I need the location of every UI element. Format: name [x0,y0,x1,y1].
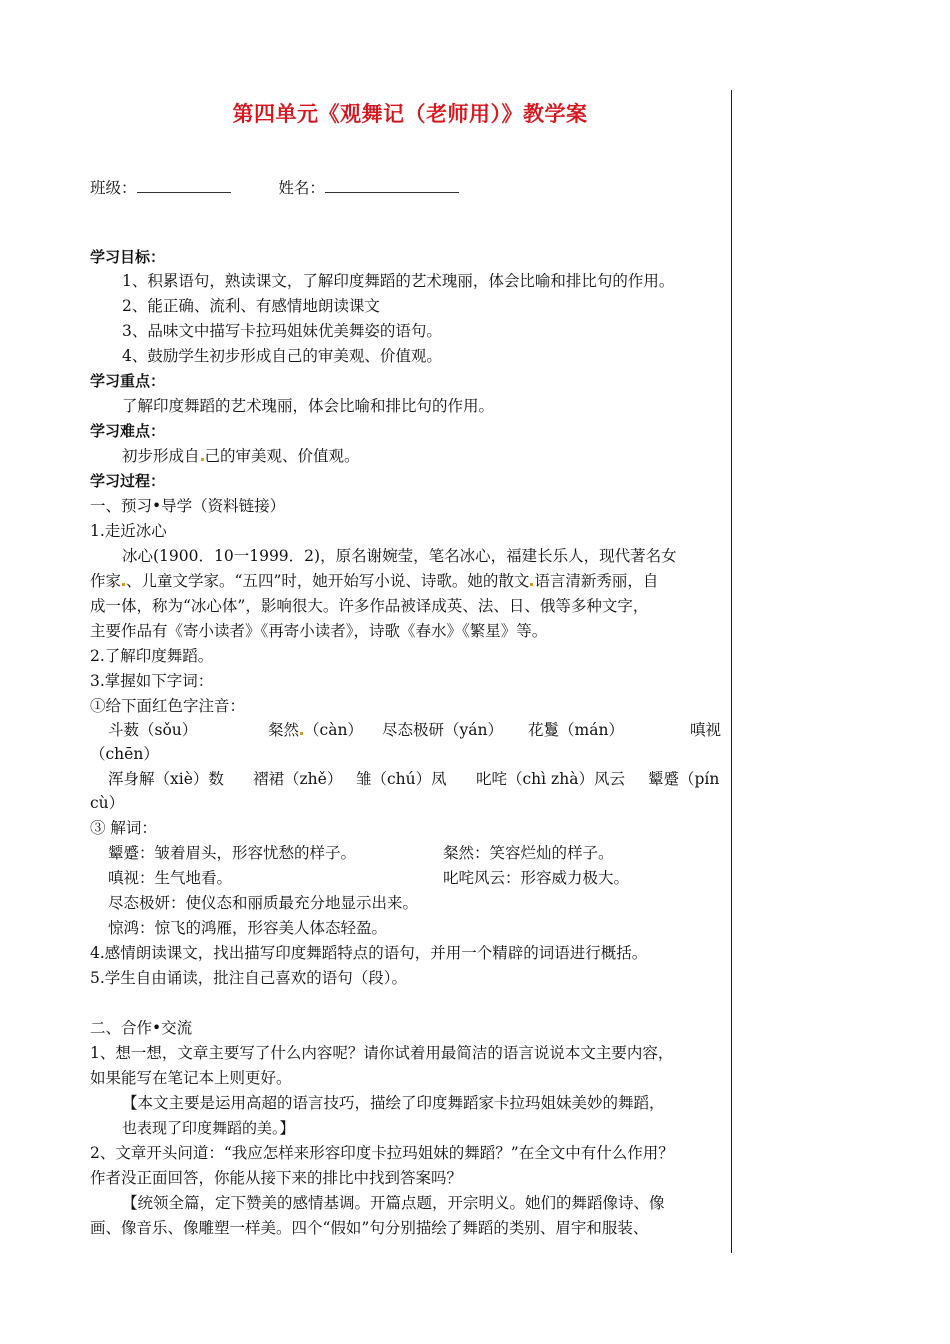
class-blank [137,176,231,193]
bio-line: 冰心(1900．10一1999．2)，原名谢婉莹，笔名冰心，福建长乐人，现代著名女 [122,547,677,565]
pinyin-word: 褶裙（zhě） [253,770,343,788]
definition: 叱咤风云：形容威力极大。 [443,869,630,887]
answer: 画、像音乐、像雕塑一样美。四个“假如”句分别描绘了舞蹈的类别、眉宇和服装、 [90,1219,649,1237]
name-label: 姓名： [278,179,325,197]
mark-dot [201,458,204,461]
pinyin-word: cù） [90,794,125,812]
mark-dot [530,583,533,586]
process-heading: 学习过程： [90,472,166,490]
pinyin-heading: ①给下面红色字注音： [90,697,246,715]
pinyin-word: 雏（chú）凤 [356,770,447,788]
goal-item: 1、积累语句，熟读课文，了解印度舞蹈的艺术瑰丽，体会比喻和排比句的作用。 [122,272,675,290]
answer: 也表现了印度舞蹈的美。】 [122,1119,295,1137]
difficulty-text: 初步形成自 己的审美观、价值观。 [122,447,360,465]
question: 如果能写在笔记本上则更好。 [90,1069,292,1087]
question: 1、想一想，文章主要写了什么内容呢？请你试着用最简洁的语言说说本文主要内容， [90,1044,674,1062]
mark-dot [122,583,125,586]
section-2-heading: 二、合作•交流 [90,1019,193,1037]
pinyin-word: （chēn） [90,745,159,763]
pinyin-word: 粲然 （càn） [268,721,363,739]
bio-line: 成一体，称为“冰心体”，影响很大。许多作品被译成英、法、日、俄等多种文字， [90,597,649,615]
pinyin-word: 叱咤（chì zhà）风云 [476,770,625,788]
definition: 嗔视：生气地看。 [108,869,233,887]
class-label: 班级： [90,179,137,197]
pinyin-word: 嗔视 [690,721,722,739]
keypoints-heading: 学习重点： [90,372,166,390]
section-1-heading: 一、预习•导学（资料链接） [90,497,286,515]
answer: 【本文主要是运用高超的语言技巧，描绘了印度舞蹈家卡拉玛姐妹美妙的舞蹈， [122,1094,665,1112]
difficulty-heading: 学习难点： [90,422,166,440]
subsection: 4.感情朗读课文，找出描写印度舞蹈特点的语句，并用一个精辟的词语进行概括。 [90,944,648,962]
question: 2、文章开头问道：“我应怎样来形容印度卡拉玛姐妹的舞蹈？”在全文中有什么作用？ [90,1144,674,1162]
pinyin-word: 浑身解（xiè）数 [108,770,224,788]
definition: 尽态极妍：使仪态和丽质最充分地显示出来。 [108,894,419,912]
pinyin-word: 斗薮（sǒu） [108,721,198,739]
goals-heading: 学习目标： [90,248,166,266]
pinyin-word: 颦蹙（pín [648,770,720,788]
subsection: 1.走近冰心 [90,522,167,540]
subsection: 2.了解印度舞蹈。 [90,647,214,665]
name-blank [325,176,459,193]
subsection: 5.学生自由诵读，批注自己喜欢的语句（段）。 [90,969,408,987]
pinyin-word: 尽态极研（yán） [382,721,503,739]
margin-rule [731,90,732,1253]
goal-item: 4、鼓励学生初步形成自己的审美观、价值观。 [122,347,442,365]
header-fields [90,176,459,199]
definition: 惊鸿：惊飞的鸿雁，形容美人体态轻盈。 [108,919,388,937]
definition: 粲然：笑容烂灿的样子。 [443,844,614,862]
subsection: 3.掌握如下字词： [90,672,214,690]
mark-dot [300,732,303,735]
bio-line: 主要作品有《寄小读者》《再寄小读者》，诗歌《春水》《繁星》等。 [90,622,548,640]
goal-item: 2、能正确、流利、有感情地朗读课文 [122,297,380,315]
goal-item: 3、品味文中描写卡拉玛姐妹优美舞姿的语句。 [122,322,442,340]
bio-line: 作家 、儿童文学家。“五四”时，她开始写小说、诗歌。她的散文 语言清新秀丽，自 [90,572,659,590]
keypoints-text: 了解印度舞蹈的艺术瑰丽，体会比喻和排比句的作用。 [122,397,495,415]
question: 作者没正面回答，你能从接下来的排比中找到答案吗？ [90,1169,463,1187]
definitions-heading: ③ 解词： [90,819,157,837]
definition: 颦蹙：皱着眉头，形容忧愁的样子。 [108,844,357,862]
pinyin-word: 花鬘（mán） [528,721,624,739]
answer: 【统领全篇，定下赞美的感情基调。开篇点题，开宗明义。她们的舞蹈像诗、像 [122,1194,665,1212]
document-title: 第四单元《观舞记（老师用）》教学案 [232,102,588,126]
